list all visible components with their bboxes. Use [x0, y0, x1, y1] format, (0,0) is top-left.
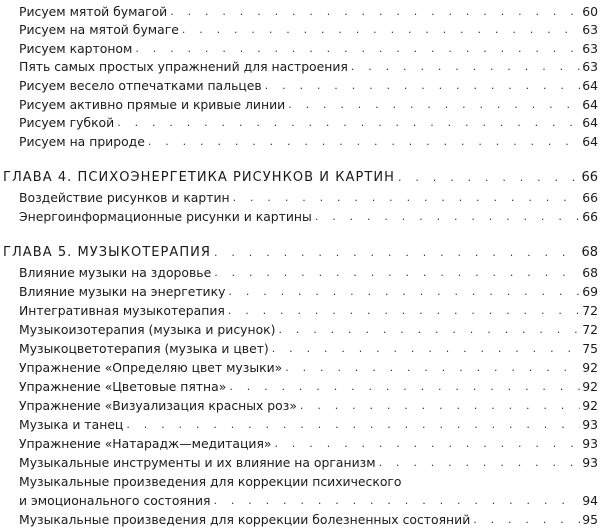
chapter-page: 68	[581, 245, 598, 260]
dot-leader	[379, 455, 581, 471]
toc-entry-title: Влияние музыки на здоровье	[19, 265, 212, 280]
dot-leader	[300, 398, 580, 414]
toc-entry-multiline-line2[interactable]	[0, 489, 600, 509]
dot-leader	[351, 59, 580, 75]
toc-entry-page: 72	[582, 322, 598, 337]
dot-leader	[315, 209, 580, 225]
toc-entry-title: Рисуем мятой бумагой	[19, 4, 168, 19]
toc-entry-title: Энергоинформационные рисунки и картины	[19, 209, 312, 224]
toc-entry[interactable]	[0, 318, 600, 338]
toc-entry-title: Музыкальные произведения для коррекции болезненных состояний	[19, 512, 471, 527]
toc-entry[interactable]	[0, 375, 600, 395]
toc-entry-title: Рисуем губкой	[19, 115, 115, 130]
toc-entry-title-line1: Музыкальные произведения для коррекции психического	[19, 474, 402, 489]
toc-entry[interactable]	[0, 261, 600, 281]
toc-entry-page: 72	[582, 303, 598, 318]
toc-entry-title: Упражнение «Цветовые пятна»	[19, 379, 227, 394]
toc-entry[interactable]	[0, 0, 600, 20]
dot-leader	[182, 22, 580, 38]
toc-entry-title: Рисуем на природе	[19, 134, 145, 149]
toc-entry[interactable]	[0, 55, 600, 75]
toc-entry-title: Музыкоцветотерапия (музыка и цвет)	[19, 341, 269, 356]
dot-leader	[228, 284, 580, 300]
toc-entry-title: Воздействие рисунков и картин	[19, 190, 230, 205]
toc-entry[interactable]	[0, 432, 600, 452]
dot-leader	[213, 493, 580, 509]
dot-leader	[228, 303, 580, 319]
toc-entry-page: 95	[582, 512, 598, 527]
toc-entry-page: 68	[582, 265, 598, 280]
toc-entry[interactable]	[0, 205, 600, 225]
toc-entry[interactable]	[0, 37, 600, 57]
dot-leader	[148, 134, 580, 150]
dot-leader	[275, 436, 581, 452]
toc-entry-page: 75	[582, 341, 598, 356]
toc-entry[interactable]	[0, 111, 600, 131]
toc-entry-page: 64	[582, 134, 598, 149]
toc-entry[interactable]	[0, 74, 600, 94]
toc-entry-page: 92	[582, 398, 598, 413]
toc-entry-title: Музыкоизотерапия (музыка и рисунок)	[19, 322, 276, 337]
toc-entry[interactable]	[0, 299, 600, 319]
dot-leader	[285, 360, 580, 376]
toc-entry[interactable]	[0, 130, 600, 150]
toc-entry[interactable]	[0, 18, 600, 38]
dot-leader	[233, 190, 581, 206]
toc-entry-page: 60	[582, 4, 598, 19]
toc-entry[interactable]	[0, 356, 600, 376]
toc-entry-title: Пять самых простых упражнений для настроения	[19, 59, 348, 74]
toc-entry-title: Упражнение «Натарадж—медитация»	[19, 436, 272, 451]
toc-entry[interactable]	[0, 413, 600, 433]
dot-leader	[229, 379, 580, 395]
toc-entry[interactable]	[0, 451, 600, 471]
dot-leader	[126, 417, 580, 433]
toc-entry-page: 93	[582, 455, 598, 470]
toc-entry[interactable]	[0, 508, 600, 528]
toc-entry-page: 93	[582, 436, 598, 451]
toc-entry-title: Интегративная музыкотерапия	[19, 303, 225, 318]
dot-leader	[398, 170, 579, 186]
toc-entry-page: 92	[582, 379, 598, 394]
toc-entry[interactable]	[0, 186, 600, 206]
toc-entry-page: 63	[582, 41, 598, 56]
toc-entry-title: Рисуем на мятой бумаге	[19, 22, 179, 37]
toc-entry-page: 69	[582, 284, 598, 299]
chapter-page: 66	[581, 170, 598, 185]
dot-leader	[214, 245, 579, 261]
chapter-title: ГЛАВА 4. ПСИХОЭНЕРГЕТИКА РИСУНКОВ И КАРТИН	[3, 170, 395, 185]
toc-chapter-5[interactable]	[0, 241, 600, 261]
toc-entry-title: Влияние музыки на энергетику	[19, 284, 226, 299]
toc-entry[interactable]	[0, 280, 600, 300]
toc-entry-title: Рисуем весело отпечатками пальцев	[19, 78, 262, 93]
toc-entry-page: 64	[582, 78, 598, 93]
toc-entry-title: Упражнение «Определяю цвет музыки»	[19, 360, 283, 375]
toc-entry-page: 64	[582, 115, 598, 130]
dot-leader	[117, 115, 580, 131]
toc-entry-page: 63	[582, 59, 598, 74]
toc-entry-page: 66	[582, 190, 598, 205]
toc-entry-title: Рисуем активно прямые и кривые линии	[19, 97, 286, 112]
toc-entry-page: 92	[582, 360, 598, 375]
toc-entry[interactable]	[0, 337, 600, 357]
dot-leader	[278, 322, 580, 338]
chapter-title: ГЛАВА 5. МУЗЫКОТЕРАПИЯ	[3, 245, 212, 260]
toc-entry-title: Музыка и танец	[19, 417, 124, 432]
toc-entry-page: 66	[582, 209, 598, 224]
toc-entry-page: 63	[582, 22, 598, 37]
toc-chapter-4[interactable]	[0, 166, 600, 186]
toc-entry-title: Упражнение «Визуализация красных роз»	[19, 398, 297, 413]
dot-leader	[214, 265, 580, 281]
dot-leader	[272, 341, 580, 357]
toc-entry-title-line2: и эмоционального состояния	[19, 493, 211, 508]
toc-entry-title: Рисуем картоном	[19, 41, 133, 56]
toc-entry-page: 64	[582, 97, 598, 112]
toc-entry-page: 93	[582, 417, 598, 432]
toc-entry-multiline-line1[interactable]	[0, 470, 600, 490]
toc-entry-page: 94	[582, 493, 598, 508]
dot-leader	[473, 512, 580, 528]
dot-leader	[265, 78, 580, 94]
toc-entry[interactable]	[0, 93, 600, 113]
toc-entry-title: Музыкальные инструменты и их влияние на организм	[19, 455, 376, 470]
toc-entry[interactable]	[0, 394, 600, 414]
